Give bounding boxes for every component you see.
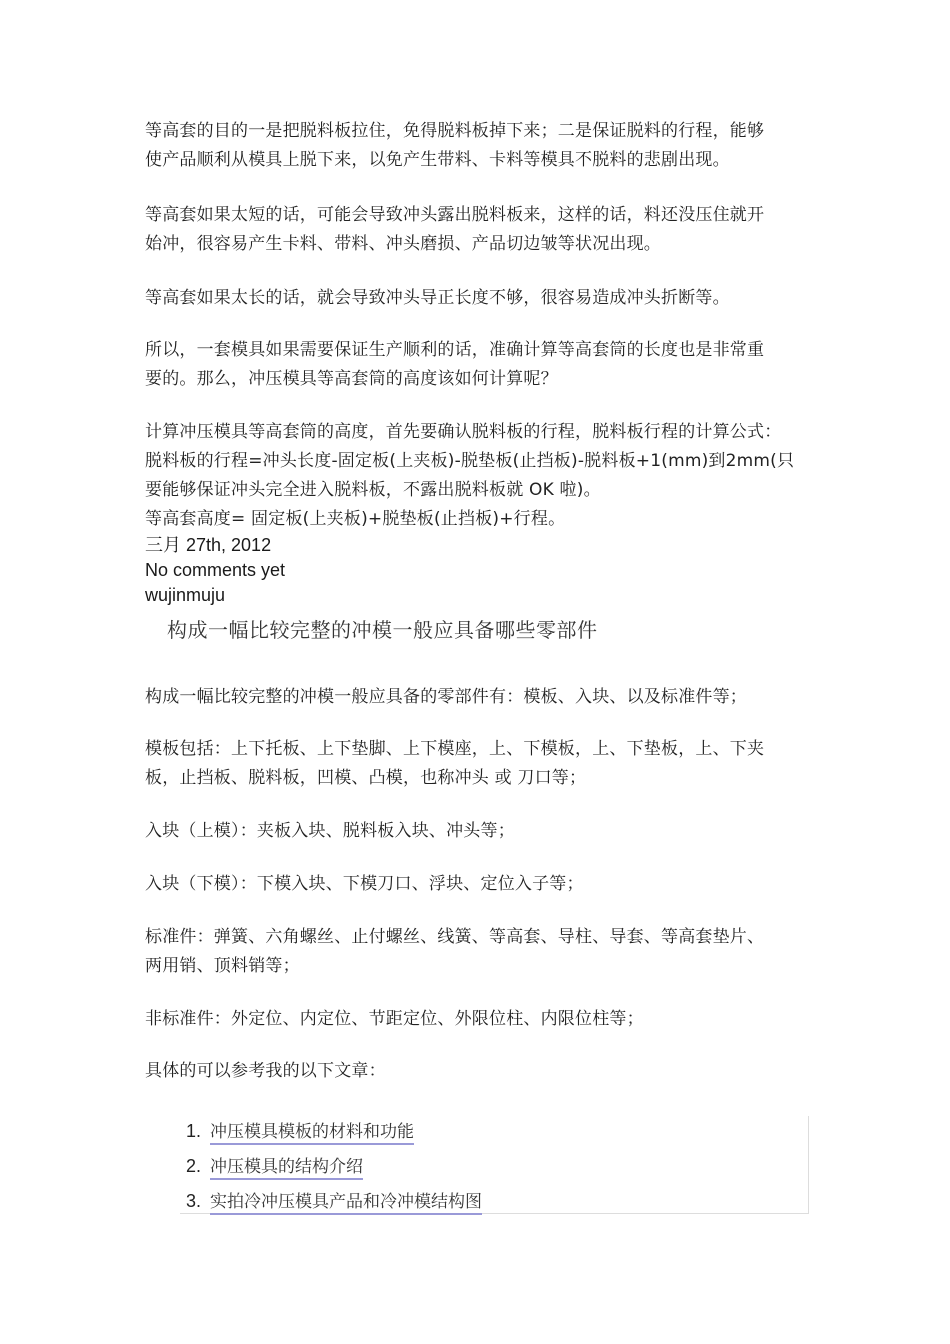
text-line: 两用销、顶料销等；	[145, 956, 300, 976]
text-line: 板，止挡板、脱料板，凹模、凸模，也称冲头 或 刀口等；	[145, 768, 587, 788]
list-item	[186, 1186, 482, 1216]
text-line: 要的。那么，冲压模具等高套筒的高度该如何计算呢？	[145, 369, 558, 389]
paragraph-too-long	[145, 284, 810, 313]
text-line: 等高套高度= 固定板(上夹板)+脱垫板(止挡板)+行程。	[145, 509, 566, 529]
list-number: 1.	[186, 1121, 202, 1141]
reference-list	[180, 1116, 809, 1214]
reference-link[interactable]: 冲压模具模板的材料和功能	[210, 1122, 414, 1145]
paragraph-formula	[145, 418, 810, 534]
text-line: 计算冲压模具等高套筒的高度，首先要确认脱料板的行程，脱料板行程的计算公式：	[145, 422, 782, 442]
text-line: 等高套如果太短的话，可能会导致冲头露出脱料板来，这样的话，料还没压住就开	[145, 205, 765, 225]
paragraph-conclusion	[145, 336, 810, 394]
text-line: 入块（上模）：夹板入块、脱料板入块、冲头等；	[145, 821, 515, 841]
reference-link[interactable]: 实拍冷冲压模具产品和冷冲模结构图	[210, 1192, 482, 1215]
post-author[interactable]: wujinmuju	[145, 585, 226, 605]
text-line: 非标准件：外定位、内定位、节距定位、外限位柱、内限位柱等；	[145, 1009, 644, 1029]
paragraph-purpose	[145, 117, 810, 175]
comments-link[interactable]: No comments yet	[145, 560, 286, 580]
text-line: 标准件：弹簧、六角螺丝、止付螺丝、线簧、等高套、导柱、导套、等高套垫片、	[145, 927, 765, 947]
paragraph-insert-lower	[145, 870, 810, 899]
text-line: 构成一幅比较完整的冲模一般应具备的零部件有：模板、入块、以及标准件等；	[145, 687, 747, 707]
list-number: 2.	[186, 1156, 202, 1176]
paragraph-references-intro	[145, 1057, 810, 1086]
text-line: 使产品顺利从模具上脱下来，以免产生带料、卡料等模具不脱料的悲剧出现。	[145, 150, 730, 170]
paragraph-standard-parts	[145, 923, 810, 981]
list-item	[186, 1151, 363, 1181]
text-line: 所以，一套模具如果需要保证生产顺利的话，准确计算等高套筒的长度也是非常重	[145, 340, 765, 360]
reference-link[interactable]: 冲压模具的结构介绍	[210, 1157, 363, 1180]
text-line: 模板包括：上下托板、上下垫脚、上下模座，上、下模板，上、下垫板，上、下夹	[145, 739, 765, 759]
paragraph-intro	[145, 683, 810, 712]
text-line: 要能够保证冲头完全进入脱料板，不露出脱料板就 OK 啦)。	[145, 480, 601, 500]
paragraph-nonstandard-parts	[145, 1005, 810, 1034]
post-date: 三月 27th, 2012	[145, 535, 272, 555]
post-title[interactable]: 构成一幅比较完整的冲模一般应具备哪些零部件	[167, 618, 598, 642]
paragraph-insert-upper	[145, 817, 810, 846]
paragraph-plates	[145, 735, 810, 793]
paragraph-too-short	[145, 201, 810, 259]
text-line: 脱料板的行程=冲头长度-固定板(上夹板)-脱垫板(止挡板)-脱料板+1(mm)到2mm(只	[145, 451, 795, 471]
text-line: 入块（下模）：下模入块、下模刀口、浮块、定位入子等；	[145, 874, 584, 894]
text-line: 始冲，很容易产生卡料、带料、冲头磨损、产品切边皱等状况出现。	[145, 234, 661, 254]
list-item	[186, 1116, 414, 1146]
text-line: 具体的可以参考我的以下文章：	[145, 1061, 386, 1081]
text-line: 等高套如果太长的话，就会导致冲头导正长度不够，很容易造成冲头折断等。	[145, 288, 730, 308]
text-line: 等高套的目的一是把脱料板拉住，免得脱料板掉下来；二是保证脱料的行程，能够	[145, 121, 765, 141]
list-number: 3.	[186, 1191, 202, 1211]
